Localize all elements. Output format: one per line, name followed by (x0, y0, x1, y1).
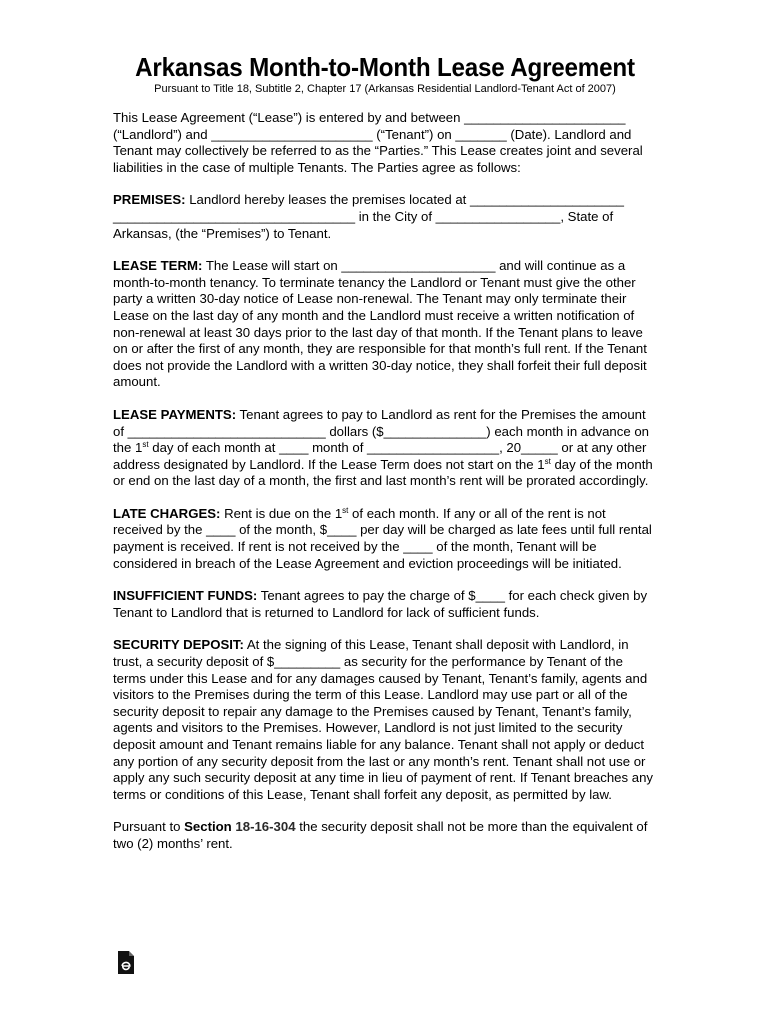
statute-section (113, 819, 658, 852)
late-charges-heading: LATE CHARGES: (113, 505, 221, 521)
insufficient-funds-heading: INSUFFICIENT FUNDS: (113, 588, 258, 604)
late-charges-text-2: of each month. If any or all of the rent is not received by the ____ of the month, $____ per day will be charged as late fees until full rental payment is received. If rent is not received by the ____ of the month, Tenant will be considered in breach of the Lease Agreement and eviction proceedings will be initiated. (113, 505, 652, 571)
lease-term-heading: LEASE TERM: (113, 258, 203, 274)
statute-text-2: the security deposit shall not be more than the equivalent of two (2) months’ rent. (113, 819, 648, 851)
intro-paragraph (113, 110, 658, 176)
insufficient-funds-text: Tenant agrees to pay the charge of $____ for each check given by Tenant to Landlord that is returned to Landlord for lack of sufficient funds. (113, 588, 648, 620)
lease-payments-text-1: Tenant agrees to pay to Landlord as rent for the Premises the amount of ___________________________ dollars ($______________) each month in advance on the 1 (113, 406, 650, 456)
statute-text-1: Pursuant to (113, 819, 185, 835)
lease-term-text: The Lease will start on _____________________ and will continue as a month-to-month tenancy. To terminate tenancy the Landlord or Tenant must give the other party a written 30-day notice of Lease non-renewal. The Tenant may only terminate their Lease on the last day of any month and the Landlord must receive a written notification of non-renewal at least 30 days prior to the last day of that month. If the Tenant plans to leave on or after the first of any month, they are responsible for that month’s full rent. If the Tenant does not provide the Landlord with a written 30-day notice, they shall forfeit their full deposit amount. (113, 258, 647, 390)
lease-term-section (113, 258, 658, 391)
premises-text: Landlord hereby leases the premises located at _____________________ _________________________________ in the City of _________________, State of Arkansas, (the “Premises”) to Tenant. (113, 192, 624, 241)
statute-section-link[interactable]: 18-16-304 (231, 819, 296, 835)
ordinal-suffix: st (342, 505, 349, 515)
document-body (113, 110, 658, 869)
security-deposit-section (113, 637, 658, 803)
eforms-logo-icon (117, 951, 135, 975)
security-deposit-text: At the signing of this Lease, Tenant shall deposit with Landlord, in trust, a security deposit of $_________ as security for the performance by Tenant of the terms under this Lease and for any damages caused by Tenant, Tenant’s family, agents and visitors to the Premises during the term of this Lease. Landlord may use part or all of the security deposit to repair any damage to the Premises caused by Tenant, Tenant’s family, agents and visitors to the Premises. However, Landlord is not just limited to the security deposit amount and Tenant remains liable for any balance. Tenant shall not apply or deduct any portion of any security deposit from the last or any month’s rent. Tenant shall not use or apply any such security deposit at any time in lieu of payment of rent. If Tenant breaches any terms or conditions of this Lease, Tenant shall forfeit any deposit, as permitted by law. (113, 637, 654, 802)
document-title: Arkansas Month-to-Month Lease Agreement (135, 52, 635, 82)
document-subtitle: Pursuant to Title 18, Subtitle 2, Chapter 17 (Arkansas Residential Landlord-Tenant Act of 2007) (154, 83, 616, 95)
premises-section (113, 192, 658, 242)
late-charges-text-1: Rent is due on the 1 (220, 505, 343, 521)
lease-payments-section (113, 407, 658, 490)
statute-section-label: Section (184, 819, 232, 835)
premises-heading: PREMISES: (113, 192, 186, 208)
insufficient-funds-section (113, 588, 658, 621)
lease-payments-text-3: day of the month or end on the last day of a month, the first and last month’s rent will be prorated accordingly. (113, 456, 653, 489)
late-charges-section (113, 506, 658, 572)
lease-payments-text-2: day of each month at ____ month of __________________, 20_____ or at any other address designated by Landlord. If the Lease Term does not start on the 1 (113, 440, 647, 472)
ordinal-suffix: st (544, 456, 551, 466)
security-deposit-heading: SECURITY DEPOSIT: (113, 637, 244, 653)
intro-text: This Lease Agreement (“Lease”) is entered by and between ______________________ (“Landlord”) and ______________________ (“Tenant”) on _______ (Date). Landlord and Tenant may collectively be referred to as the “Parties.” This Lease creates joint and several liabilities in the case of multiple Tenants. The Parties agree as follows: (113, 110, 643, 175)
lease-payments-heading: LEASE PAYMENTS: (113, 406, 237, 422)
ordinal-suffix: st (142, 440, 149, 450)
